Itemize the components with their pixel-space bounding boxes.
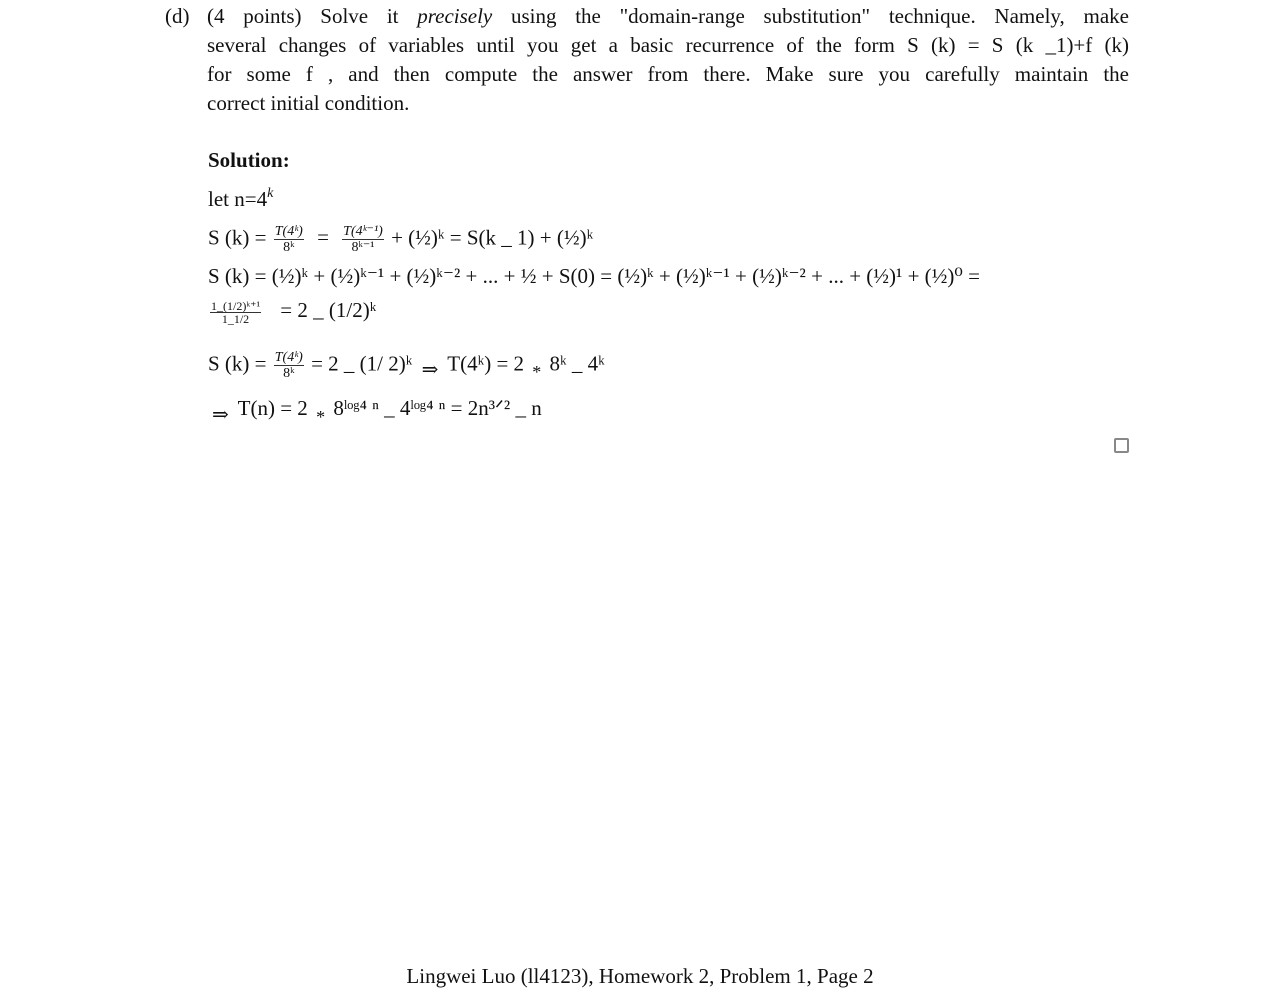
- times-star: *: [316, 407, 326, 427]
- checkbox-icon[interactable]: [1114, 438, 1129, 453]
- solution-title: Solution:: [208, 148, 290, 172]
- implies-arrow: ⇒: [421, 359, 439, 382]
- fraction: $\frac{\text{T(4ᵏ⁻¹)}}{\text{8ᵏ⁻¹}}$: [343, 224, 383, 255]
- let-statement: let $n=4^k$: [208, 186, 274, 211]
- implies-arrow: ⇒: [212, 404, 229, 426]
- problem-line-4: correct initial condition.: [207, 91, 410, 115]
- fraction: $\frac{\text{T(4ᵏ)}}{\text{8ᵏ}}$: [274, 350, 303, 381]
- problem-text: [207, 2, 1129, 118]
- times-star: *: [532, 362, 542, 383]
- problem-statement: [165, 2, 1130, 115]
- equation-5: ⇒ T(n) = 2 * 8ˡᵒᵍ⁴ ⁿ _ 4ˡᵒᵍ⁴ ⁿ = 2n³ᐟ² _ n: [212, 396, 542, 427]
- problem-line-3: for some f , and then compute the answer from there. Make sure you carefully maintain the: [207, 62, 1129, 86]
- problem-line-1: (4 points) Solve it precisely using the "domain-range substitution" technique. Namely, make: [207, 4, 1129, 28]
- equation-1: S (k) = $\frac{\text{T(4ᵏ)}}{\text{8ᵏ}}$ = $\frac{\text{T(4ᵏ⁻¹)}}{\text{8ᵏ⁻¹}}$ + (½)ᵏ = S(k _ 1) + (½)ᵏ: [208, 224, 594, 255]
- problem-label: (d): [165, 4, 190, 28]
- equation-2: S (k) = (½)ᵏ + (½)ᵏ⁻¹ + (½)ᵏ⁻² + ... + ½ + S(0) = (½)ᵏ + (½)ᵏ⁻¹ + (½)ᵏ⁻² + ... + (½)¹ + (½)⁰ =: [208, 264, 980, 288]
- problem-line-2: several changes of variables until you get a basic recurrence of the form S (k) = S (k _1)+f (k): [207, 33, 1129, 57]
- page-footer: Lingwei Luo (ll4123), Homework 2, Problem 1, Page 2: [406, 964, 874, 988]
- fraction: $\frac{\text{1\_(1/2)ᵏ⁺¹}}{1\_1/2}$: [211, 298, 261, 326]
- equation-3: $\frac{\text{1\_(1/2)ᵏ⁺¹}}{1\_1/2}$ = 2 _ (1/2)ᵏ: [211, 298, 377, 326]
- fraction: $\frac{\text{T(4ᵏ)}}{\text{8ᵏ}}$: [274, 224, 303, 255]
- equation-4: S (k) = $\frac{\text{T(4ᵏ)}}{\text{8ᵏ}}$ = 2 _ (1/ 2)ᵏ ⇒ T(4ᵏ) = 2 * 8ᵏ _ 4ᵏ: [208, 350, 605, 383]
